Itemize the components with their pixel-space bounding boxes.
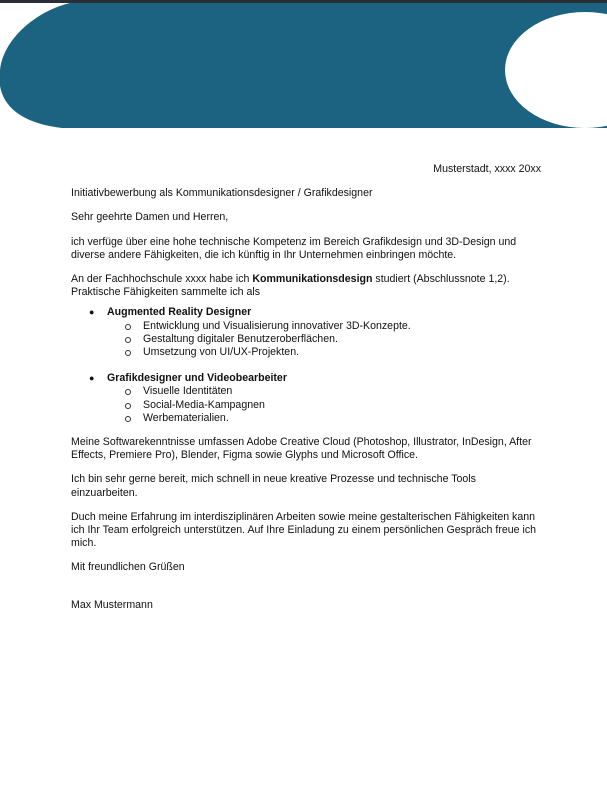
circle-bullet-icon: [125, 350, 131, 356]
task-text: Werbematerialien.: [143, 411, 229, 424]
header-wave-decoration: [0, 0, 607, 132]
paragraph-willingness: Ich bin sehr gerne bereit, mich schnell in neue kreative Prozesse und technische Tools einzuarbeiten.: [71, 473, 476, 499]
bullet-icon: ●: [89, 307, 95, 318]
role-task-list: [107, 385, 541, 425]
education-text-start: An der Fachhochschule xxxx habe ich: [71, 273, 253, 286]
task-text: Social-Media-Kampagnen: [143, 398, 265, 411]
role-title: Augmented Reality Designer: [107, 306, 252, 319]
bullet-icon: ●: [89, 373, 95, 384]
task-item: [107, 320, 541, 333]
paragraph-competence: ich verfüge über eine hohe technische Kompetenz im Bereich Grafikdesign und 3D-Design und diverse andere Fähigkeiten, die ich künftig in Ihr Unternehmen einbringen möchte.: [71, 235, 517, 261]
task-item: [107, 412, 541, 425]
signature-name: Max Mustermann: [71, 598, 153, 611]
task-item: [107, 399, 541, 412]
date-line: Musterstadt, xxxx 20xx: [433, 163, 541, 175]
closing-line: Mit freundlichen Grüßen: [71, 561, 185, 574]
task-item: [107, 346, 541, 359]
task-item: [107, 385, 541, 398]
task-text: Umsetzung von UI/UX-Projekten.: [143, 346, 300, 359]
paragraph-team: Duch meine Erfahrung im interdisziplinären Arbeiten sowie meine gestalterischen Fähigkeiten kann ich Ihr Team erfolgreich unterstützen. Auf Ihre Einladung zu einem persönlichen Gespräch freue ich mich.: [71, 510, 537, 550]
circle-bullet-icon: [125, 416, 131, 422]
role-item: [71, 372, 541, 425]
task-item: [107, 333, 541, 346]
education-text-end: studiert (Abschlussnote 1,2). Praktische Fähigkeiten sammelte ich als: [71, 273, 510, 299]
role-title: Grafikdesigner und Videobearbeiter: [107, 372, 287, 385]
experience-list: [71, 306, 541, 425]
salutation: Sehr geehrte Damen und Herren,: [71, 211, 229, 224]
role-item: [71, 306, 541, 359]
task-text: Visuelle Identitäten: [143, 385, 233, 398]
letter-body: [71, 163, 541, 623]
paragraph-education: [71, 273, 541, 299]
task-text: Gestaltung digitaler Benutzeroberflächen.: [143, 332, 338, 345]
subject-line: Initiativbewerbung als Kommunikationsdesigner / Grafikdesigner: [71, 187, 373, 200]
circle-bullet-icon: [125, 403, 131, 409]
paragraph-software: Meine Softwarekenntnisse umfassen Adobe Creative Cloud (Photoshop, Illustrator, InDesign, After Effects, Premiere Pro), Blender, Figma sowie Glyphs und Microsoft Office.: [71, 436, 532, 462]
circle-bullet-icon: [125, 324, 131, 330]
task-text: Entwicklung und Visualisierung innovativer 3D-Konzepte.: [143, 319, 411, 332]
circle-bullet-icon: [125, 337, 131, 343]
role-task-list: [107, 320, 541, 360]
education-field: Kommunikationsdesign: [252, 273, 373, 286]
circle-bullet-icon: [125, 389, 131, 395]
